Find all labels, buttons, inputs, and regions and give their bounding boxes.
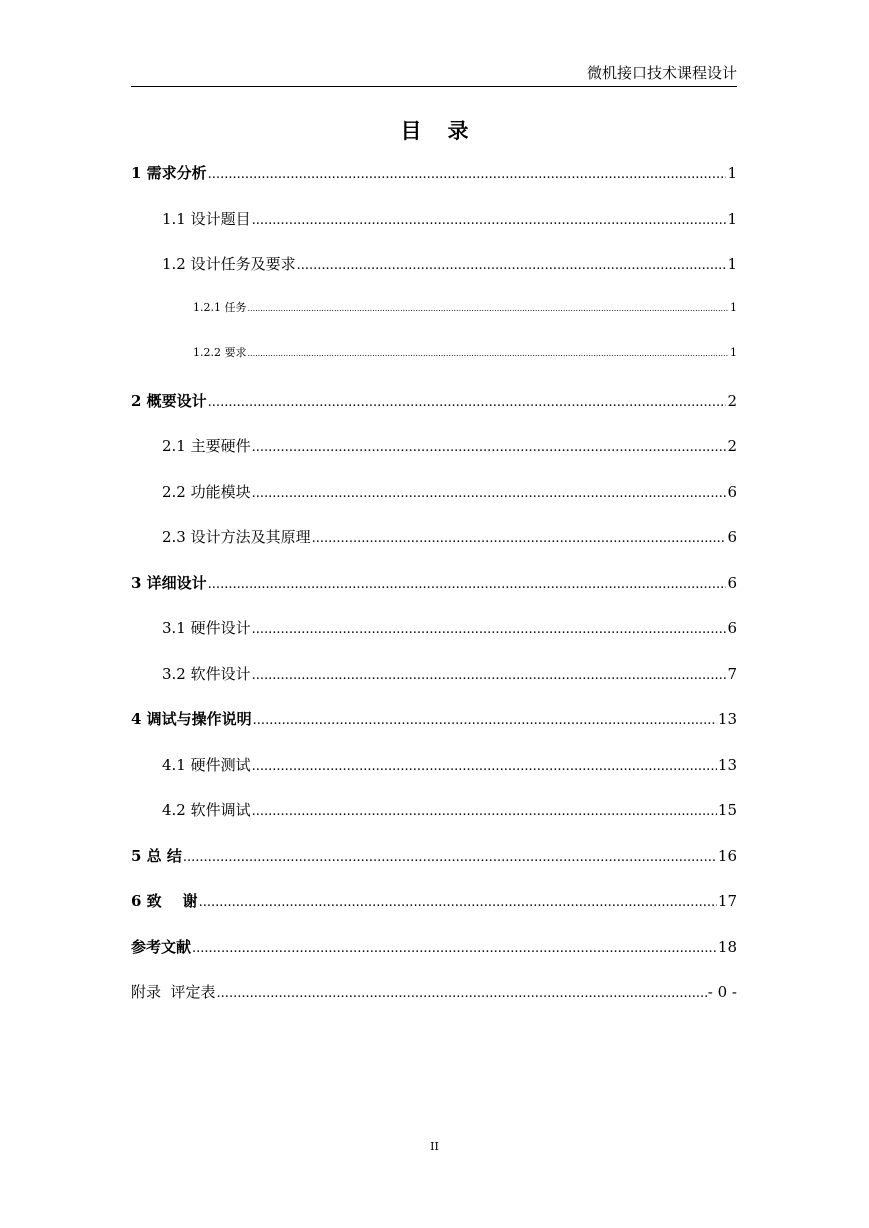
- toc-entry-page: 17: [717, 892, 737, 910]
- toc-entry-label: 3.1 硬件设计: [162, 619, 251, 637]
- toc-entry-page: 6: [727, 619, 737, 637]
- toc-entry-page: 1: [727, 209, 737, 228]
- toc-entry-page: 1: [730, 346, 737, 359]
- toc-entry-1[interactable]: [131, 162, 737, 208]
- toc-entry-label: 3 详细设计: [131, 573, 207, 592]
- toc-entry-label: 1.2.1 任务: [193, 300, 247, 314]
- toc-entry-page: 2: [727, 391, 737, 410]
- toc-entry-label: 1.2.2 要求: [193, 346, 247, 359]
- toc-entry-label: 2.2 功能模块: [162, 482, 251, 501]
- toc-entry-page: 15: [717, 801, 737, 819]
- toc-entry-page: 1: [727, 164, 737, 182]
- toc-entry-page: 16: [717, 846, 737, 865]
- toc-entry-4-1[interactable]: [131, 754, 737, 800]
- toc-title-right: 录: [447, 118, 469, 143]
- toc-entry-page: 1: [727, 255, 737, 273]
- toc-entry-label: 2.3 设计方法及其原理: [162, 528, 311, 546]
- toc-entry-page: 2: [727, 437, 737, 455]
- toc-entry-references[interactable]: [131, 936, 737, 982]
- toc-entry-3-1[interactable]: [131, 617, 737, 663]
- toc-entry-label: 1.2 设计任务及要求: [162, 255, 296, 273]
- table-of-contents: [131, 162, 737, 1027]
- toc-title-left: 目: [400, 118, 422, 143]
- toc-entry-2[interactable]: [131, 390, 737, 436]
- toc-entry-page: 6: [727, 528, 737, 546]
- toc-entry-4[interactable]: [131, 708, 737, 754]
- toc-entry-3-2[interactable]: [131, 663, 737, 709]
- toc-entry-label: 附录 评定表: [131, 983, 216, 1001]
- toc-entry-1-2-1[interactable]: [131, 299, 737, 345]
- toc-entry-page: 13: [717, 755, 737, 774]
- toc-entry-page: 6: [727, 573, 737, 592]
- toc-entry-1-2[interactable]: [131, 253, 737, 299]
- toc-entry-1-1[interactable]: [131, 208, 737, 254]
- toc-entry-3[interactable]: [131, 572, 737, 618]
- toc-entry-label: 4.1 硬件测试: [162, 755, 251, 774]
- toc-entry-2-1[interactable]: [131, 435, 737, 481]
- header-title: 微机接口技术课程设计: [586, 64, 737, 82]
- toc-entry-5[interactable]: [131, 845, 737, 891]
- toc-entry-label: 2.1 主要硬件: [162, 437, 251, 455]
- toc-entry-2-3[interactable]: [131, 526, 737, 572]
- toc-entry-6[interactable]: [131, 890, 737, 936]
- toc-entry-label: 4.2 软件调试: [162, 801, 251, 819]
- toc-entry-label: 1 需求分析: [131, 164, 207, 182]
- toc-entry-label: 4 调试与操作说明: [131, 710, 252, 728]
- toc-entry-appendix[interactable]: [131, 981, 737, 1027]
- toc-entry-page: 13: [717, 710, 737, 728]
- toc-entry-page: 7: [727, 664, 737, 683]
- toc-entry-page: 6: [727, 482, 737, 501]
- toc-entry-2-2[interactable]: [131, 481, 737, 527]
- toc-entry-page: - 0 -: [707, 983, 737, 1001]
- page-header: [131, 62, 737, 87]
- toc-entry-label: 2 概要设计: [131, 391, 207, 410]
- page-number: II: [430, 1140, 439, 1153]
- toc-entry-label: 6 致 谢: [131, 892, 198, 910]
- toc-entry-page: 1: [730, 300, 737, 314]
- toc-entry-1-2-2[interactable]: [131, 344, 737, 390]
- toc-title: [0, 115, 869, 145]
- toc-entry-label: 5 总 结: [131, 846, 182, 865]
- toc-entry-4-2[interactable]: [131, 799, 737, 845]
- toc-entry-label: 3.2 软件设计: [162, 664, 251, 683]
- toc-entry-label: 参考文献: [131, 937, 192, 956]
- toc-entry-page: 18: [717, 937, 737, 956]
- toc-entry-label: 1.1 设计题目: [162, 209, 251, 228]
